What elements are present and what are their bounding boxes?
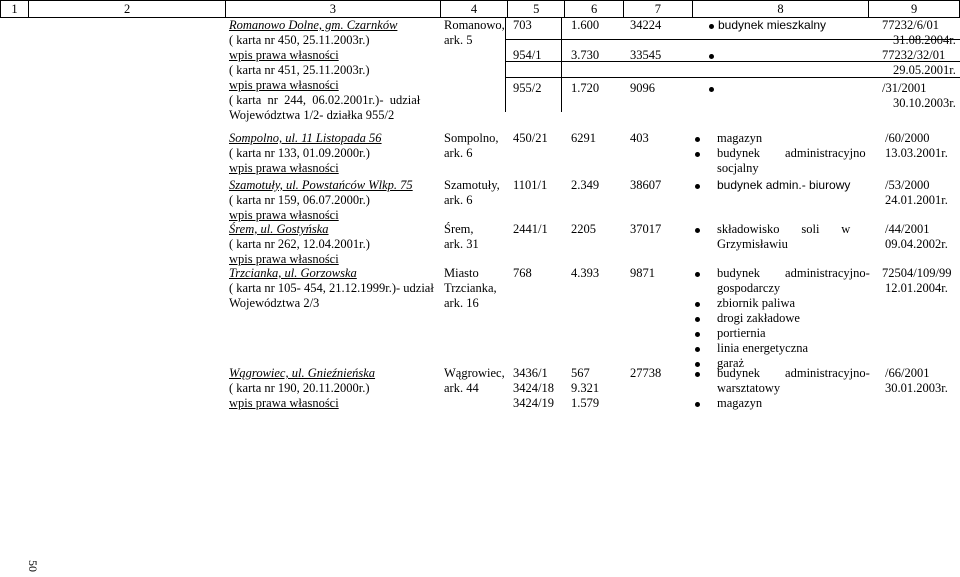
ownership-entry: wpis prawa własności xyxy=(229,208,339,222)
building-type: warsztatowy xyxy=(717,381,781,395)
record-date: 24.01.2001r. xyxy=(885,193,948,207)
parcel-number: 3424/18 xyxy=(513,381,554,395)
building-type: budynek administracyjno xyxy=(717,146,866,160)
bullet-icon xyxy=(695,184,700,189)
parcel-number: 2441/1 xyxy=(513,222,548,236)
record-date: 31.08.2004r. xyxy=(893,33,956,47)
area: 3.730 xyxy=(571,48,600,62)
registry-card: ( karta nr 451, 25.11.2003r.) xyxy=(229,63,370,77)
building-type: budynek mieszkalny xyxy=(718,18,827,32)
location-title: Sompolno, ul. 11 Listopada 56 xyxy=(229,131,382,145)
location-title: Śrem, ul. Gostyńska xyxy=(229,222,329,236)
building-type: portiernia xyxy=(717,326,766,340)
area: 567 xyxy=(571,366,590,380)
area: 1.720 xyxy=(571,81,600,95)
value: 27738 xyxy=(630,366,662,380)
parcel-number: 954/1 xyxy=(513,48,542,62)
bullet-icon xyxy=(695,347,700,352)
record-date: 30.10.2003r. xyxy=(893,96,956,110)
value: 403 xyxy=(630,131,649,145)
value: 33545 xyxy=(630,48,662,62)
value: 34224 xyxy=(630,18,662,32)
share-note: Województwa 1/2- działka 955/2 xyxy=(229,108,395,122)
sheet-number: ark. 6 xyxy=(444,146,473,160)
grid-line xyxy=(505,17,506,112)
header-cell: 7 xyxy=(624,1,693,18)
area: 4.393 xyxy=(571,266,600,280)
column-header-row xyxy=(0,0,960,18)
sheet-number: ark. 44 xyxy=(444,381,479,395)
parcel-number: 3436/1 xyxy=(513,366,548,380)
header-cell: 2 xyxy=(28,1,225,18)
building-type: składowisko soli w xyxy=(717,222,851,236)
grid-line xyxy=(561,17,562,112)
page-number: 50 xyxy=(26,560,40,572)
header-cell: 4 xyxy=(440,1,508,18)
registry-card: ( karta nr 262, 12.04.2001r.) xyxy=(229,237,370,251)
record-id: /60/2000 xyxy=(885,131,930,145)
parcel-number: 450/21 xyxy=(513,131,548,145)
building-type: magazyn xyxy=(717,396,763,410)
record-id: 77232/6/01 xyxy=(882,18,939,32)
parcel-number: 768 xyxy=(513,266,532,280)
header-cell: 6 xyxy=(565,1,624,18)
sheet-location: Śrem, xyxy=(444,222,474,236)
sheet-number: ark. 16 xyxy=(444,296,479,310)
header-cell: 1 xyxy=(1,1,29,18)
location-title: Wągrowiec, ul. Gnieźnieńska xyxy=(229,366,376,380)
building-type: Grzymisławiu xyxy=(717,237,788,251)
value: 9871 xyxy=(630,266,655,280)
location-title: Trzcianka, ul. Gorzowska xyxy=(229,266,357,280)
bullet-icon xyxy=(695,402,700,407)
value: 38607 xyxy=(630,178,662,192)
registry-card: ( karta nr 159, 06.07.2000r.) xyxy=(229,193,370,207)
header-cell: 3 xyxy=(226,1,440,18)
building-type: socjalny xyxy=(717,161,759,175)
record-id: /31/2001 xyxy=(882,81,927,95)
record-date: 29.05.2001r. xyxy=(893,63,956,77)
share-note: Województwa 2/3 xyxy=(229,296,320,310)
building-type: linia energetyczna xyxy=(717,341,809,355)
registry-card: ( karta nr 133, 01.09.2000r.) xyxy=(229,146,370,160)
bullet-icon xyxy=(709,24,714,29)
building-type: zbiornik paliwa xyxy=(717,296,796,310)
registry-card: ( karta nr 105- 454, 21.12.1999r.)- udział xyxy=(229,281,434,295)
sheet-number: ark. 31 xyxy=(444,237,479,251)
record-id: 72504/109/99 xyxy=(882,266,952,280)
sheet-location: Wągrowiec, xyxy=(444,366,505,380)
record-date: 09.04.2002r. xyxy=(885,237,948,251)
building-type: drogi zakładowe xyxy=(717,311,800,325)
sheet-location: Szamotuły, xyxy=(444,178,500,192)
area: 1.600 xyxy=(571,18,600,32)
bullet-icon xyxy=(695,332,700,337)
record-date: 13.03.2001r. xyxy=(885,146,948,160)
building-type: budynek administracyjno- xyxy=(717,366,870,380)
area: 9.321 xyxy=(571,381,600,395)
header-cell: 5 xyxy=(508,1,565,18)
location-title: Szamotuły, ul. Powstańców Wlkp. 75 xyxy=(229,178,413,192)
record-id: 77232/32/01 xyxy=(882,48,946,62)
grid-line xyxy=(505,39,960,40)
sheet-location: Sompolno, xyxy=(444,131,499,145)
area: 2205 xyxy=(571,222,596,236)
parcel-number: 3424/19 xyxy=(513,396,554,410)
sheet-location: Trzcianka, xyxy=(444,281,497,295)
bullet-icon xyxy=(695,228,700,233)
bullet-icon xyxy=(695,317,700,322)
registry-card: ( karta nr 244, 06.02.2001r.)- udział xyxy=(229,93,421,107)
area: 1.579 xyxy=(571,396,600,410)
building-type: magazyn xyxy=(717,131,763,145)
ownership-entry: wpis prawa własności xyxy=(229,48,339,62)
area: 2.349 xyxy=(571,178,600,192)
record-date: 12.01.2004r. xyxy=(885,281,948,295)
bullet-icon xyxy=(709,54,714,59)
bullet-icon xyxy=(695,272,700,277)
bullet-icon xyxy=(695,152,700,157)
registry-card: ( karta nr 450, 25.11.2003r.) xyxy=(229,33,370,47)
bullet-icon xyxy=(695,362,700,367)
record-id: /44/2001 xyxy=(885,222,930,236)
bullet-icon xyxy=(695,302,700,307)
value: 9096 xyxy=(630,81,655,95)
sheet-number: ark. 5 xyxy=(444,33,473,47)
building-type: budynek administracyjno- xyxy=(717,266,870,280)
parcel-number: 703 xyxy=(513,18,532,32)
record-id: /53/2000 xyxy=(885,178,930,192)
bullet-icon xyxy=(709,87,714,92)
building-type: gospodarczy xyxy=(717,281,781,295)
sheet-number: ark. 6 xyxy=(444,193,473,207)
value: 37017 xyxy=(630,222,662,236)
parcel-number: 1101/1 xyxy=(513,178,548,192)
ownership-entry: wpis prawa własności xyxy=(229,161,339,175)
sheet-location: Miasto xyxy=(444,266,479,280)
header-cell: 9 xyxy=(869,1,960,18)
parcel-number: 955/2 xyxy=(513,81,542,95)
location-title: Romanowo Dolne, gm. Czarnków xyxy=(229,18,398,32)
bullet-icon xyxy=(695,372,700,377)
grid-line xyxy=(505,77,960,78)
record-date: 30.01.2003r. xyxy=(885,381,948,395)
sheet-location: Romanowo, xyxy=(444,18,505,32)
header-cell: 8 xyxy=(692,1,868,18)
ownership-entry: wpis prawa własności xyxy=(229,396,339,410)
area: 6291 xyxy=(571,131,596,145)
ownership-entry: wpis prawa własności xyxy=(229,252,339,266)
building-type: garaż xyxy=(717,356,745,370)
building-type: budynek admin.- biurowy xyxy=(717,178,851,192)
registry-card: ( karta nr 190, 20.11.2000r.) xyxy=(229,381,370,395)
bullet-icon xyxy=(695,137,700,142)
ownership-entry: wpis prawa własności xyxy=(229,78,339,92)
record-id: /66/2001 xyxy=(885,366,930,380)
